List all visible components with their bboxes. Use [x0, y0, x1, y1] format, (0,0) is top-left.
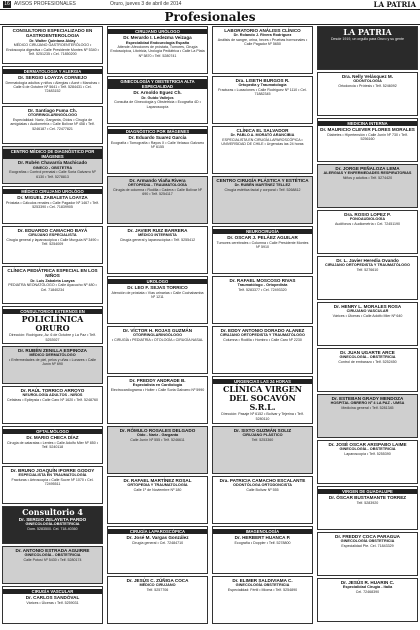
classified-ad [212, 226, 313, 274]
classified-ad [317, 394, 418, 438]
ad-title: Dr. José M. Vargas González [126, 535, 189, 541]
ad-title: CLÍNICA PEDIÁTRICA ESPECIAL EN LOS NIÑOS [7, 268, 98, 279]
classified-ad [2, 426, 103, 464]
ad-details: Laparoscopía • Telf. 5255390 [344, 451, 391, 456]
ad-title: Dr. SERGIO ZELAYETA PARDO [18, 517, 87, 522]
ad-title: Dr. JOSÉ OSCAR ARISPABO LAIME [328, 442, 407, 447]
section-name: AVISOS PROFESIONALES [14, 1, 76, 7]
ad-banner: CENTRO MÉDICO DE DIAGNÓSTICO POR IMÁGENES [3, 149, 102, 159]
ad-title: Dr. CARLOS SANDÓVAL [25, 595, 80, 601]
classified-ad [212, 326, 313, 374]
ad-details: Cirugía general y laparoscópica • Calle Murguía Nº 3490 • Telf. 5254009 [6, 237, 99, 247]
classified-ad [107, 76, 208, 124]
ad-subtitle: ODONTÓLOGA ORTODONCISTA [233, 483, 292, 488]
ad-subtitle: Dr. Walter Quintana Alday [29, 38, 76, 43]
ad-title: Dr. OSCAR J. PELÁEZ AGUILAR [227, 235, 298, 241]
ad-title: Dr. JESÚS R. HUARIN C. [340, 580, 395, 585]
classified-ad [2, 506, 103, 544]
ad-subtitle: GINECOLOGÍA-OBSTETRICIA [25, 522, 80, 527]
ad-subtitle: NEUROLOGÍA ADULTOS - NIÑOS [22, 393, 83, 398]
page-title: Profesionales [0, 10, 420, 25]
ad-title: Dr. JUAN UGARTE ARCE [340, 350, 395, 355]
ad-title: Dr. RAÚL TORRICO ARROYO [20, 388, 85, 393]
ad-display-text: LA PATRIA [343, 27, 392, 37]
ad-details: Próstata • Cálculos renales • Calle Pagador Nº 1467 • Telf. 5253390 • Cel. 71839905 [6, 200, 99, 209]
ad-title: Dr. Santiago Fuma Ch. [27, 108, 77, 113]
ad-subtitle: CIRUJANO VASCULAR [346, 309, 389, 314]
ad-banner: NEUROCIRUGÍA [213, 229, 312, 234]
classified-ad [212, 176, 313, 224]
ad-details: Cirugía general • Cel. 72484710 [131, 540, 184, 545]
ad-title: Dra. Nelly Velásquez M. [341, 74, 394, 79]
ad-banner: VIRGEN DE GUADALUPE [318, 489, 417, 494]
classified-ad [2, 266, 103, 304]
ad-details: • Enfermedades de piel, pelos y uñas • Lunares • Calle Junín Nº 690 [8, 357, 97, 367]
classified-ad [212, 76, 313, 124]
ad-display-text: Consultorio 4 [22, 507, 83, 517]
ad-details: Dom. 5283500. Cel. 718-40360 [27, 526, 78, 531]
ad-title: Dr. Merardo I. Ledezma Veizaga [123, 35, 192, 41]
ad-title: Dr. EDUARDO CAMACHO BAYÁ [17, 228, 88, 233]
ad-details: Calle Junín Nº 555 • Telf. 5246611 [130, 437, 185, 442]
ad-title: CENTRO CIRUGÍA PLÁSTICA Y ESTÉTICA [216, 178, 309, 183]
ad-details: Cirugía general y laparoscópica • Telf. 5255412 [119, 237, 196, 242]
column-3 [212, 26, 313, 628]
ad-subtitle: ESPECIALISTA EN TRAUMATOLOGÍA [18, 473, 87, 478]
ad-banner: GINECOLOGÍA Y OBSTETRICIA ALTA ESPECIALIDAD [108, 79, 207, 89]
ad-subtitle: ORTOPEDIA - TRAUMATOLOGÍA [127, 183, 188, 188]
ad-title: Dr. FREDDY COCA PARAGUA [335, 534, 400, 539]
ad-subtitle: CIRUJANO PLÁSTICO [242, 433, 283, 438]
ad-banner: MEDICINA INTERNA [318, 121, 417, 126]
ad-banner: URGENCIAS LAS 24 HORAS [213, 379, 312, 384]
ad-details: Calle Potosí Nº 5430 • Telf. 5280174 [23, 557, 82, 562]
ad-details: MÉDICO CIRUJANO GASTROENTERÓLOGO • Endoscopía digestiva • Calle Presidente Montes Nº 5340 • Telf. 5251235 • Cel. 71850200 [6, 43, 99, 56]
classified-ad [317, 532, 418, 576]
ad-title: Dra. ROSIO LOPEZ P. [344, 212, 391, 217]
ad-title: Dr. EDDY ANTONIO DORADO ALANEZ [220, 328, 305, 333]
ad-title: Dr. BRUNO JOAQUÍN IPORRE GODOY [10, 468, 95, 473]
ad-title: CONSULTORIO ESPECIALIZADO EN GASTROENTEROLOGIA [12, 28, 93, 39]
ad-details: • CIRUGÍA • PEDIATRÍA • OTOLOGÍA • CIRUGÍA NASAL [111, 337, 204, 342]
ad-subtitle: CIRUJANO ESPECIALISTA [28, 233, 77, 238]
ad-details: ESPECIALISTA EN CIRUGÍA LAPAROSCÓPICA • UNIVERSIDAD DE CHILE • Urgencias las 24 horas [221, 137, 304, 147]
ad-title: Dr. FREDDY ANDRADE B. [129, 378, 186, 383]
ad-subtitle: Especialista en Cardiología [132, 383, 183, 388]
newspaper-brand: LA PATRIA [373, 0, 416, 9]
classified-ad [317, 256, 418, 300]
ad-title: Dr. RÓMULO ROSALES DELGADO [119, 428, 196, 433]
ad-details: Consulta de Ginecología y Obstetricia • Ecografía 4D • Laparoscopía [114, 100, 201, 109]
ad-subtitle: GINECOLOGÍA OBSTETRICIA [340, 539, 395, 544]
classified-ad [317, 302, 418, 346]
classified-ad [317, 72, 418, 116]
column-2 [107, 26, 208, 628]
ad-subtitle: Dr. Guido Vallejos [141, 95, 174, 100]
classified-ad [107, 376, 208, 424]
ad-banner: MÉDICO CIRUJANO UROLÓGO [3, 189, 102, 194]
ad-subtitle: Especialidad Cirugía - Italia [342, 585, 393, 590]
ad-title: LABORATORIO ANÁLISIS CLÍNICO [224, 28, 301, 33]
ad-title: Dr. HENRY L. MORALES ROSA [333, 304, 402, 309]
ad-details: Atiende: Afecciones de próstata, Tumores, Cirugía Endoscópica, Litotricia, Urología Pediátrica • Calle La Plata Nº 5870 • Telf. 5280741 [110, 45, 205, 58]
ad-details: Telf. 5283377 • Cel. 72493320 [238, 287, 287, 292]
ad-banner: CIRUGÍA LAPAROSCÓPICA [108, 529, 207, 534]
ad-title: Dr. LEO F. SEJAS TORRICO [127, 285, 188, 291]
classified-ad [2, 146, 103, 184]
ad-details: Ecografía • Tomografía • Rayos X • Calle Velasco Galvarro Nº 6155 [110, 140, 205, 149]
ad-details: Telf. 5257706 [146, 587, 169, 592]
ad-subtitle: GINECOLOGÍA - OBSTETRICIA [339, 447, 396, 452]
ad-subtitle: MÉDICO DERMATÓLOGO [29, 353, 76, 358]
classified-ad [212, 576, 313, 624]
ad-title: Dr. ELIMER SALDIVIAMA C. [232, 578, 293, 583]
ad-details: Especialidad Pte. Cel. 71843329 [341, 543, 394, 548]
ad-subtitle: ODONTOLOGÍA [353, 79, 382, 84]
ad-subtitle: GINECOLOGÍA - OBSTETRICIA [24, 553, 81, 558]
classified-ad [2, 586, 103, 624]
ad-title: CLÍNICA EL SALVADOR [236, 128, 289, 133]
classified-ad [107, 176, 208, 224]
ad-details: Cel. 72468390 [355, 589, 380, 594]
ad-details: Calle Bolívar Nº 555 [246, 487, 279, 492]
ad-title: Dr. Eduardo Suarez García [128, 135, 187, 141]
classified-ad [212, 426, 313, 474]
ad-title: Dr. JESÚS C. ZÚÑIGA COCA [126, 578, 189, 583]
ad-title: Dr. JORGE PEÑALOZA LEMA [335, 166, 400, 171]
classified-ad [2, 386, 103, 424]
ad-subtitle: Oído - Nariz - Garganta [136, 433, 179, 438]
classified-ad [317, 210, 418, 254]
classified-ad [2, 346, 103, 384]
classified-ad [107, 526, 208, 574]
ad-details: Fracturas • Artroscopía • Calle Sucre Nº 1070 • Cel. 72495511 [11, 477, 94, 487]
classified-ad [317, 348, 418, 392]
ad-details: Dermatología adultos y niños • Alergias • Acné • Manchas • Calle 6 de Octubre Nº 5641 • Telf. 5284431 • Cel. 72483152 [5, 80, 100, 94]
ad-details: Dirección: Rodríguez, Av. 6 de Octubre y La Paz • Telf. 5253927 [9, 333, 96, 342]
classified-ad [212, 26, 313, 74]
ad-details: Ecografías • Control prenatal • Calle Soria Galvarro Nº 6130 • Telf. 5278813 [9, 170, 96, 179]
ad-details: Fracturas • Luxaciones • Calle Rodríguez Nº 1110 • Cel. 71882345 [218, 87, 307, 97]
ad-subtitle: Especialidad Endourología España [125, 40, 190, 45]
classified-ad [2, 546, 103, 584]
ad-subtitle: MÉDICO INTERNISTA [138, 233, 177, 238]
ad-title: Dr. Armando Viaña Rivera [129, 178, 186, 183]
ad-details: Cefaleas • Epilepsia • Calle Caro Nº 1620 • Telf. 5248760 [7, 397, 98, 402]
ad-title: Dr. RUBÉN ZENILLA ESPINOZA [18, 348, 87, 353]
ad-details: Atención de próstata • Vías urinarias • Calle Cochabamba Nº 1211 [111, 290, 204, 299]
ad-banner: DIAGNÓSTICO POR IMÁGENES [108, 129, 207, 134]
ad-subtitle: ORTOPEDIA Y TRAUMATOLOGÍA [127, 483, 188, 488]
ad-details: Diabetes • Hipertensión • Calle Junín Nº 730 • Telf. 5256160 [327, 132, 408, 141]
classified-ad [2, 26, 103, 64]
ad-banner: UROLOGO [108, 279, 207, 284]
classified-ad [212, 476, 313, 524]
ad-banner: IMAGENOLOGÍA [213, 529, 312, 534]
page-header [0, 0, 420, 10]
classified-ad [212, 376, 313, 424]
ad-banner: OFTALMÓLOGO [3, 429, 102, 434]
ad-title: Dr. ESTEBAN GRADY MENDOZA [331, 396, 404, 401]
classified-ad [317, 440, 418, 484]
classified-ad [107, 26, 208, 74]
classified-ad [107, 226, 208, 274]
ad-title: Dr. L. Javier Heredia Ovando [336, 258, 399, 263]
ad-title: Dr. RAFAEL MOSCOSO RIVAS [229, 278, 296, 283]
ad-display-text: CLÍNICA VIRGEN DEL SOCAVÓN S.R.L. [223, 384, 302, 413]
ad-details: Especialidad: Fértil • Mioma • Telf. 5254890 [227, 587, 298, 592]
ad-display-text: POLICLÍNICA ORURO [21, 314, 84, 334]
ad-details: Telf. 5253360 [251, 437, 274, 442]
classified-ad [317, 118, 418, 162]
ad-title: Dra. PATRICIA CAMACHO ESCALANTE [219, 478, 306, 483]
classified-ad [2, 306, 103, 344]
ad-details: Medicina general • Telf. 5281345 [341, 405, 394, 410]
classified-ad [2, 466, 103, 504]
ad-details: Tumores cerebrales • Columna • Calle Presidente Montes Nº 5910 [216, 240, 309, 249]
classified-ad [2, 106, 103, 144]
ad-title: Dr. JAVIER RUIZ BARRERA [127, 228, 188, 233]
ad-title: Dr. MAURICIO CLEVER FLORES MORALES [320, 127, 415, 133]
ad-subtitle: Dr. PABLO A. MORATÓ ARANCIBIA [230, 133, 295, 138]
ad-subtitle: CIRUJANO ORTOPEDISTA Y TRAUMATÓLOGO [220, 333, 305, 338]
ad-banner: CIRUJANO URÓLOGO [108, 29, 207, 34]
ad-title: Dr. MIGUEL ZABALETA LOAYZA [17, 195, 88, 201]
issue-date: Oruro, jueves 3 de abril de 2014 [110, 1, 182, 7]
ad-banner: DERMATOLOGIA Y ALERGIA [3, 69, 102, 74]
ad-title: Dra. LISETH BURGOS R. [235, 78, 290, 83]
ad-title: Dr. MARIO CHECA DÍAZ [26, 435, 79, 441]
ad-subtitle: Dr. Luis Zabaleta Loayza [30, 278, 75, 283]
ad-details: Ortodoncia • Prótesis • Telf. 5246092 [338, 83, 397, 88]
ad-subtitle: Ortopedia y Traumatología [238, 83, 287, 88]
column-1 [2, 26, 103, 628]
ad-subtitle: Dr. Rolando J. Rivera Rodríguez [233, 33, 292, 38]
ad-details: Análisis de sangre, orina, heces • Pruebas hormonales • Calle Pagador Nº 5650 [217, 37, 308, 47]
classified-ad [107, 576, 208, 624]
ad-details: Electrocardiograma • Holter • Calle Soria Galvarro Nº 5990 [110, 387, 205, 392]
ad-subtitle: Traumatólogo - Ortopedista [237, 283, 288, 288]
ad-details: Niños y adultos • Telf. 5274420 [342, 175, 393, 180]
classified-ad [317, 578, 418, 622]
ad-details: Desde 1919, un orgullo para Oruro y su gente [330, 37, 405, 41]
ad-details: Columna • Rodilla • Hombro • Calle Caro Nº 2230 [223, 337, 302, 342]
ad-subtitle: ALERGIAS Y ENFERMEDADES RESPIRATORIAS [323, 171, 412, 176]
ad-title: Dr. VÍCTOR H. ROJAS GUZMÁN [122, 328, 193, 333]
classified-ad [317, 26, 418, 70]
ad-subtitle: GINECOLOGÍA OBSTETRICIA [235, 583, 290, 588]
ad-details: Ecografía • Doppler • Telf. 5278800 [234, 540, 291, 545]
ad-title: Dr. Arnoldo Eguez Ch. [133, 90, 182, 96]
classified-ad [107, 426, 208, 474]
column-4 [317, 26, 418, 628]
ad-subtitle: GINECO - OBSTETRA [32, 165, 73, 170]
ad-subtitle: CIRUJANO ORTOPEDISTA Y TRAUMATÓLOGO [325, 263, 410, 268]
ad-details: Cirugía de cataratas • Lentes • Calle Adolfo Mier Nº 850 • Telf. 5240118 [7, 440, 98, 449]
classified-ad [2, 186, 103, 224]
ad-details: Dirección: Pasaje Nº 6152 • Bolívar y Tejerina • Telf. 5280110 [221, 412, 304, 421]
ad-details: Cirugía de columna • Rodilla • Cadera • Calle Bolívar Nº 690 • Telf. 5254117 [113, 187, 202, 197]
ad-subtitle: HOSPITAL OBRERO Nº 4 LA PAZ - UMSA [330, 401, 405, 406]
ad-subtitle: MÉDICO CIRUJANO [139, 583, 176, 588]
classified-ad [2, 226, 103, 264]
ad-subtitle: FONOAUDIOLOGÍA [349, 217, 386, 222]
ad-banner: CONSULTORIOS EXTERNOS EN [3, 309, 102, 314]
classified-ad [2, 66, 103, 104]
ad-subtitle: OTORRINOLARINGÓLOGO [27, 113, 78, 118]
ad-details: Audífonos • Audiometría • Cel. 72451190 [335, 221, 400, 226]
classified-ad [317, 486, 418, 530]
ad-title: Dr. ÓSCAR BUSTAMANTE TORREZ [328, 495, 407, 501]
ad-details: Várices • Úlceras • Telf. 5259031 [26, 600, 79, 605]
classified-ad [212, 126, 313, 174]
ad-title: Dr. SIXTO GUZMÁN SOLIZ [233, 428, 292, 433]
ad-title: Dr. HERBERT HUANCA P. [234, 535, 291, 541]
ad-subtitle: GINECOLOGÍA - OBSTETRICIA [339, 355, 396, 360]
ad-title: Dr. Rubén Chavarría Machicado [17, 160, 88, 166]
classified-ad [212, 526, 313, 574]
ad-details: Telf. 5283920 [356, 500, 379, 505]
ad-title: Dr. RAFAEL MARTÍNEZ ROSAL [123, 478, 192, 483]
classified-ad [317, 164, 418, 208]
classified-ad [212, 276, 313, 324]
ad-title: Dr. SERGIO LOAYZA CORNEJO [18, 75, 87, 81]
classified-ad [107, 276, 208, 324]
classified-ad [107, 326, 208, 374]
ad-details: Várices • Úlceras • Calle Adolfo Mier Nº 640 [332, 313, 403, 318]
page-number: 16 [4, 1, 10, 7]
ad-details: PEDIATRA NEONATÓLOGO • Calle Ayacucho Nº 480 • Cel. 71840234 [8, 283, 97, 292]
ad-subtitle: OTORRINOLARINGÓLOGO [132, 333, 183, 338]
ad-details: Telf. 5276610 [356, 267, 379, 272]
ad-details: Especialidad: Nariz, Garganta, Oídos • Cirugía de amígdalas • Audiometría • Calle Bolívar Nº 458 • Telf. 5246187 • Cel. 72477821 [10, 117, 95, 131]
ad-details: Control de embarazo • Telf. 5252450 [338, 359, 397, 364]
ad-banner: CIRUGÍA VASCULAR [3, 589, 102, 594]
classified-ad [107, 476, 208, 524]
ad-details: Calle 1º de Noviembre Nº 180 [133, 487, 182, 492]
ad-details: Cirugía estética facial y corporal • Telf. 5268812 [224, 187, 301, 192]
classified-ad [107, 126, 208, 174]
ad-subtitle: Dr. RUBÉN MARTÍNEZ TELLEZ [234, 183, 291, 188]
ad-title: Dr. ANTONIO ESTRADA AGUIRRE [15, 548, 90, 553]
